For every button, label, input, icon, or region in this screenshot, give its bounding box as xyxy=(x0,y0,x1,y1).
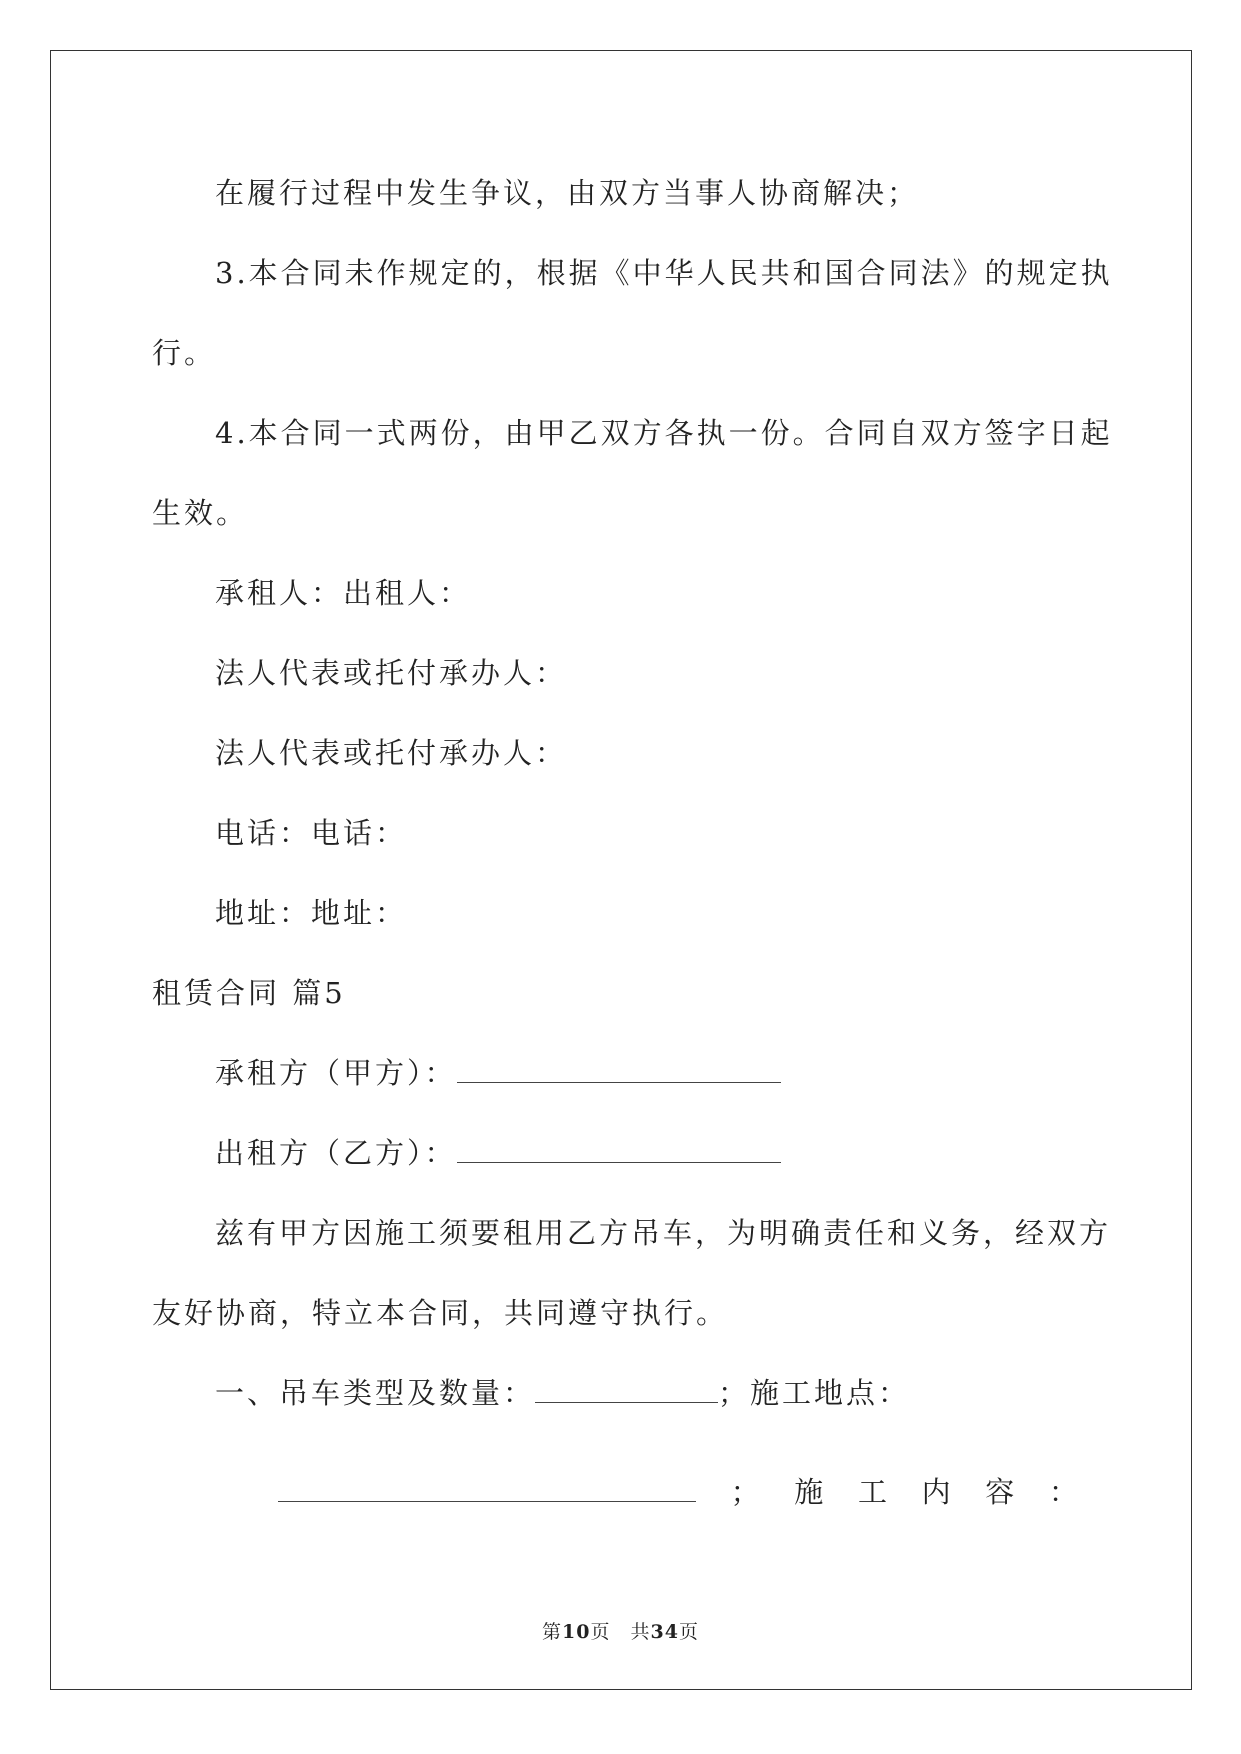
work-content-char: ： xyxy=(1048,1475,1078,1509)
paragraph-line: 4.本合同一式两份，由甲乙双方各执一份。合同自双方签字日起 xyxy=(215,416,1113,450)
paragraph-line: 生效。 xyxy=(152,496,249,530)
lessor-blank xyxy=(457,1140,781,1163)
phone-line: 电话：电话： xyxy=(215,816,408,850)
paragraph-line: 行。 xyxy=(152,336,217,370)
lessee-line xyxy=(215,1056,781,1090)
paragraph-line: 兹有甲方因施工须要租用乙方吊车，为明确责任和义务，经双方 xyxy=(215,1216,1112,1250)
work-content-char: 容 xyxy=(985,1475,1015,1509)
site-blank xyxy=(278,1479,696,1502)
crane-type-line xyxy=(215,1376,911,1410)
page-footer xyxy=(0,1617,1241,1644)
section-heading: 租赁合同 篇5 xyxy=(152,976,346,1010)
crane-type-label: 一、吊车类型及数量： xyxy=(215,1376,536,1410)
lessee-label: 承租方（甲方）： xyxy=(215,1056,457,1090)
paragraph-line: 3.本合同未作规定的，根据《中华人民共和国合同法》的规定执 xyxy=(215,256,1113,290)
address-line: 地址：地址： xyxy=(215,896,408,930)
page-border xyxy=(50,50,1192,1690)
signature-parties-line: 承租人：出租人： xyxy=(215,576,472,610)
lessor-line xyxy=(215,1136,781,1170)
lessor-label: 出租方（乙方）： xyxy=(215,1136,457,1170)
footer-mid: 页 共 xyxy=(590,1621,651,1643)
work-content-char: 施 xyxy=(794,1475,824,1509)
total-page-count: 34 xyxy=(650,1621,679,1643)
paragraph-line: 在履行过程中发生争议，由双方当事人协商解决； xyxy=(215,176,920,210)
lessee-blank xyxy=(457,1060,781,1083)
representative-line: 法人代表或托付承办人： xyxy=(215,736,568,770)
site-label: ；施工地点： xyxy=(718,1376,911,1410)
work-content-char: 内 xyxy=(921,1475,951,1509)
work-content-char: 工 xyxy=(857,1475,887,1509)
work-content-line xyxy=(278,1475,1078,1509)
crane-type-blank xyxy=(535,1380,718,1403)
paragraph-line: 友好协商，特立本合同，共同遵守执行。 xyxy=(152,1296,729,1330)
footer-suffix: 页 xyxy=(678,1621,699,1643)
representative-line: 法人代表或托付承办人： xyxy=(215,656,568,690)
semicolon: ； xyxy=(730,1475,760,1509)
footer-prefix: 第 xyxy=(542,1621,563,1643)
current-page-number: 10 xyxy=(562,1621,591,1643)
